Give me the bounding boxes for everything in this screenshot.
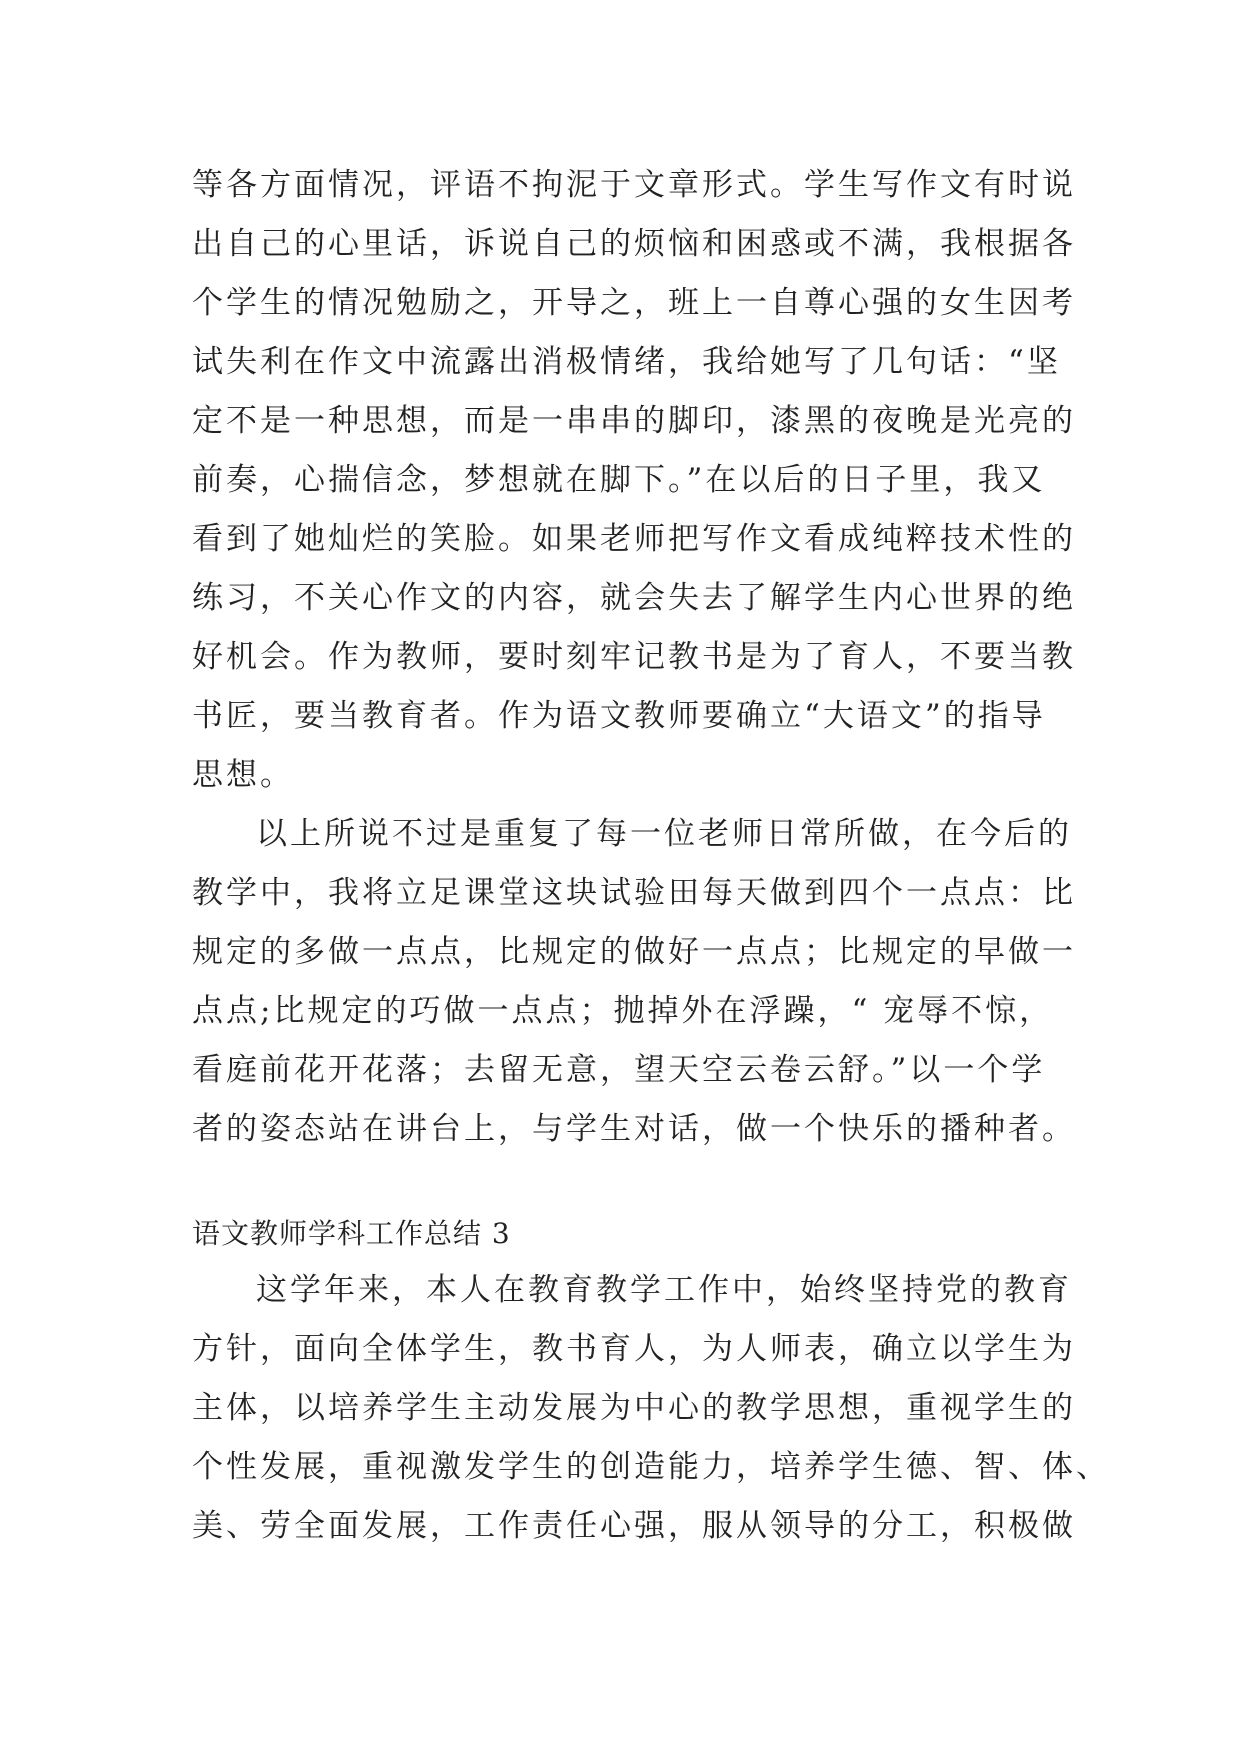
paragraph-1-line: 好机会。作为教师，要时刻牢记教书是为了育人，不要当教: [192, 639, 1076, 675]
paragraph-3-line: 主体，以培养学生主动发展为中心的教学思想，重视学生的: [192, 1390, 1076, 1426]
paragraph-3-line: 这学年来，本人在教育教学工作中，始终坚持党的教育: [256, 1272, 1072, 1308]
paragraph-1-line: 前奏，心揣信念，梦想就在脚下。”在以后的日子里，我又: [192, 462, 1046, 498]
section-title: 语文教师学科工作总结 3: [192, 1217, 511, 1250]
paragraph-1-line: 出自己的心里话，诉说自己的烦恼和困惑或不满，我根据各: [192, 226, 1076, 262]
paragraph-1-line: 等各方面情况，评语不拘泥于文章形式。学生写作文有时说: [192, 167, 1076, 203]
paragraph-1-line: 试失利在作文中流露出消极情绪，我给她写了几句话：“坚: [192, 344, 1061, 380]
paragraph-2-line: 以上所说不过是重复了每一位老师日常所做，在今后的: [256, 816, 1072, 852]
paragraph-1-line: 定不是一种思想，而是一串串的脚印，漆黑的夜晚是光亮的: [192, 403, 1076, 439]
paragraph-1-line: 书匠，要当教育者。作为语文教师要确立“大语文”的指导: [192, 698, 1046, 734]
paragraph-2-line: 规定的多做一点点，比规定的做好一点点；比规定的早做一: [192, 934, 1076, 970]
paragraph-2-line: 教学中，我将立足课堂这块试验田每天做到四个一点点：比: [192, 875, 1076, 911]
paragraph-3-line: 美、劳全面发展，工作责任心强，服从领导的分工，积极做: [192, 1508, 1076, 1544]
paragraph-3-line: 个性发展，重视激发学生的创造能力，培养学生德、智、体、: [192, 1449, 1110, 1485]
paragraph-1-line: 个学生的情况勉励之，开导之，班上一自尊心强的女生因考: [192, 285, 1076, 321]
paragraph-1-line: 练习，不关心作文的内容，就会失去了解学生内心世界的绝: [192, 580, 1076, 616]
paragraph-2-line: 看庭前花开花落；去留无意，望天空云卷云舒。”以一个学: [192, 1052, 1046, 1088]
paragraph-1-line: 思想。: [192, 757, 294, 793]
paragraph-3-line: 方针，面向全体学生，教书育人，为人师表，确立以学生为: [192, 1331, 1076, 1367]
paragraph-1-line: 看到了她灿烂的笑脸。如果老师把写作文看成纯粹技术性的: [192, 521, 1076, 557]
paragraph-2-line: 点点;比规定的巧做一点点；抛掉外在浮躁，“ 宠辱不惊，: [192, 993, 1054, 1029]
paragraph-2-line: 者的姿态站在讲台上，与学生对话，做一个快乐的播种者。: [192, 1111, 1076, 1147]
